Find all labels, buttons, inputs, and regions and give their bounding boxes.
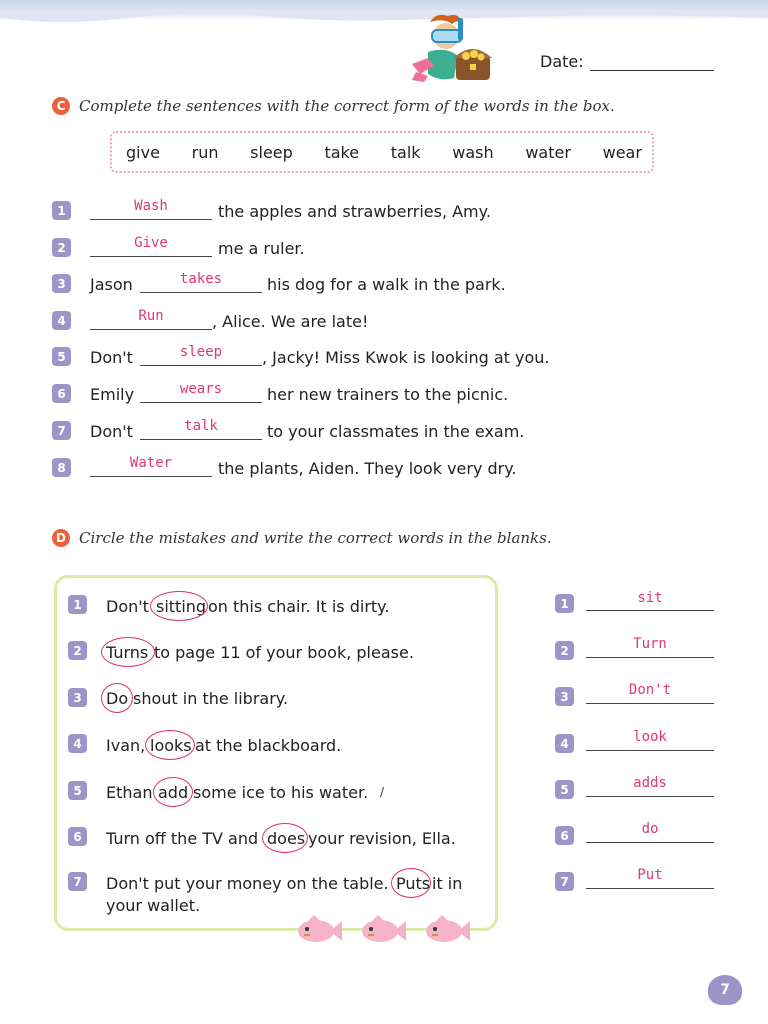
mistake-circle [262,823,308,853]
d-item-number: 5 [68,781,87,800]
d-answer-handwritten: Turn [633,636,667,652]
d-answer-number: 3 [555,687,574,706]
d-answer-blank[interactable] [586,750,714,751]
d-item-number: 4 [68,734,87,753]
mistake-circle [391,868,431,898]
pink-fish-icon [296,915,342,945]
d-sentence-text: Ethan [106,783,153,802]
d-item-number: 2 [68,641,87,660]
mistake-circle [150,591,208,621]
d-item-number: 3 [68,688,87,707]
c-answer-handwritten: Wash [134,198,168,214]
c-answer-blank[interactable] [140,439,262,440]
c-item-number: 1 [52,201,71,220]
d-mistake-word[interactable]: sitting [156,597,207,616]
c-item-number: 2 [52,238,71,257]
c-sentence-text: Emily [90,385,135,404]
mistake-circle [101,683,133,713]
d-answer-number: 7 [555,872,574,891]
d-answer-number: 6 [555,826,574,845]
c-sentence-text: to your classmates in the exam. [267,422,525,441]
d-answer-blank[interactable] [586,796,714,797]
c-answer-handwritten: talk [184,418,218,434]
d-sentence-text: Don't [106,597,149,616]
pencil-mark: / [380,785,385,799]
mistake-circle [145,730,195,760]
c-sentence-text: Don't [90,348,133,367]
date-label: Date: [540,52,584,71]
pink-fish-icon [360,915,406,945]
wave-decoration [0,10,768,32]
d-answer-number: 1 [555,594,574,613]
mistake-circle [101,637,155,667]
word-box-item: give [126,142,160,162]
c-answer-handwritten: takes [179,271,223,287]
word-box-item: wear [602,142,642,162]
c-answer-blank[interactable] [140,402,262,403]
d-sentence-text: Don't put your money on the table. [106,874,389,893]
d-mistake-word[interactable]: does [267,829,306,848]
d-answer-number: 5 [555,780,574,799]
d-answer-blank[interactable] [586,842,714,843]
word-box-item: sleep [250,142,293,162]
c-item-number: 3 [52,274,71,293]
c-sentence-text: the plants, Aiden. They look very dry. [218,459,517,478]
d-answer-blank[interactable] [586,610,714,611]
word-box-item: take [324,142,360,162]
diver-boy-treasure-illustration [408,12,500,94]
section-c-instruction: Complete the sentences with the correct form of the words in the box. [79,97,615,115]
c-answer-handwritten: Give [134,235,168,251]
c-item-number: 4 [52,311,71,330]
page-number: 7 [708,975,742,1005]
d-sentence-text: Turn off the TV and [106,829,259,848]
c-sentence-text: her new trainers to the picnic. [267,385,509,404]
c-answer-blank[interactable] [140,292,262,293]
d-answer-blank[interactable] [586,657,714,658]
c-sentence-text: his dog for a walk in the park. [267,275,506,294]
d-sentence-text: to page 11 of your book, please. [154,643,414,662]
d-mistake-word[interactable]: Turns [106,643,149,662]
c-item-number: 5 [52,347,71,366]
d-answer-number: 4 [555,734,574,753]
d-sentence-text: your revision, Ella. [308,829,456,848]
d-sentence-text: Ivan, [106,736,146,755]
c-sentence-text: , Jacky! Miss Kwok is looking at you. [262,348,550,367]
section-c-badge: C [52,97,70,115]
c-answer-handwritten: sleep [179,344,223,360]
c-item-number: 8 [52,458,71,477]
c-sentence-text: Don't [90,422,133,441]
d-sentence-text: some ice to his water. [193,783,369,802]
d-item-number: 6 [68,827,87,846]
word-box-item: run [191,142,219,162]
c-answer-blank[interactable] [90,219,212,220]
mistake-circle [153,777,193,807]
d-sentence-text: on this chair. It is dirty. [208,597,390,616]
c-answer-handwritten: wears [179,381,223,397]
d-item-number: 7 [68,872,87,891]
word-box-item: talk [390,142,421,162]
d-answer-handwritten: look [633,729,667,745]
c-sentence-text: the apples and strawberries, Amy. [218,202,491,221]
c-item-number: 7 [52,421,71,440]
d-item-number: 1 [68,595,87,614]
d-answer-handwritten: Don't [628,682,672,698]
c-answer-handwritten: Run [138,308,164,324]
d-answer-blank[interactable] [586,703,714,704]
c-answer-blank[interactable] [90,256,212,257]
c-sentence-text: me a ruler. [218,239,305,258]
word-box-item: wash [452,142,494,162]
date-field-line[interactable] [590,70,714,71]
word-box-item: water [525,142,571,162]
d-answer-blank[interactable] [586,888,714,889]
section-d-instruction: Circle the mistakes and write the correct words in the blanks. [79,529,552,547]
d-sentence-text-cont: your wallet. [106,896,201,915]
c-answer-handwritten: Water [129,455,173,471]
d-mistake-word[interactable]: add [158,783,189,802]
c-sentence-text: Jason [90,275,133,294]
c-sentence-text: , Alice. We are late! [212,312,369,331]
d-answer-handwritten: sit [637,590,663,606]
d-answer-handwritten: Put [637,867,663,883]
d-answer-handwritten: do [641,821,659,837]
c-answer-blank[interactable] [140,365,262,366]
d-answer-number: 2 [555,641,574,660]
d-mistake-word[interactable]: looks [150,736,192,755]
d-sentence-text: shout in the library. [133,689,289,708]
section-d-badge: D [52,529,70,547]
d-mistake-word[interactable]: Do [106,689,129,708]
c-answer-blank[interactable] [90,329,212,330]
pink-fish-icon [424,915,470,945]
d-mistake-word[interactable]: Puts [396,874,431,893]
c-item-number: 6 [52,384,71,403]
d-sentence-text: at the blackboard. [195,736,342,755]
d-answer-handwritten: adds [633,775,667,791]
c-answer-blank[interactable] [90,476,212,477]
d-sentence-text: it in [432,874,463,893]
word-box [110,131,654,173]
